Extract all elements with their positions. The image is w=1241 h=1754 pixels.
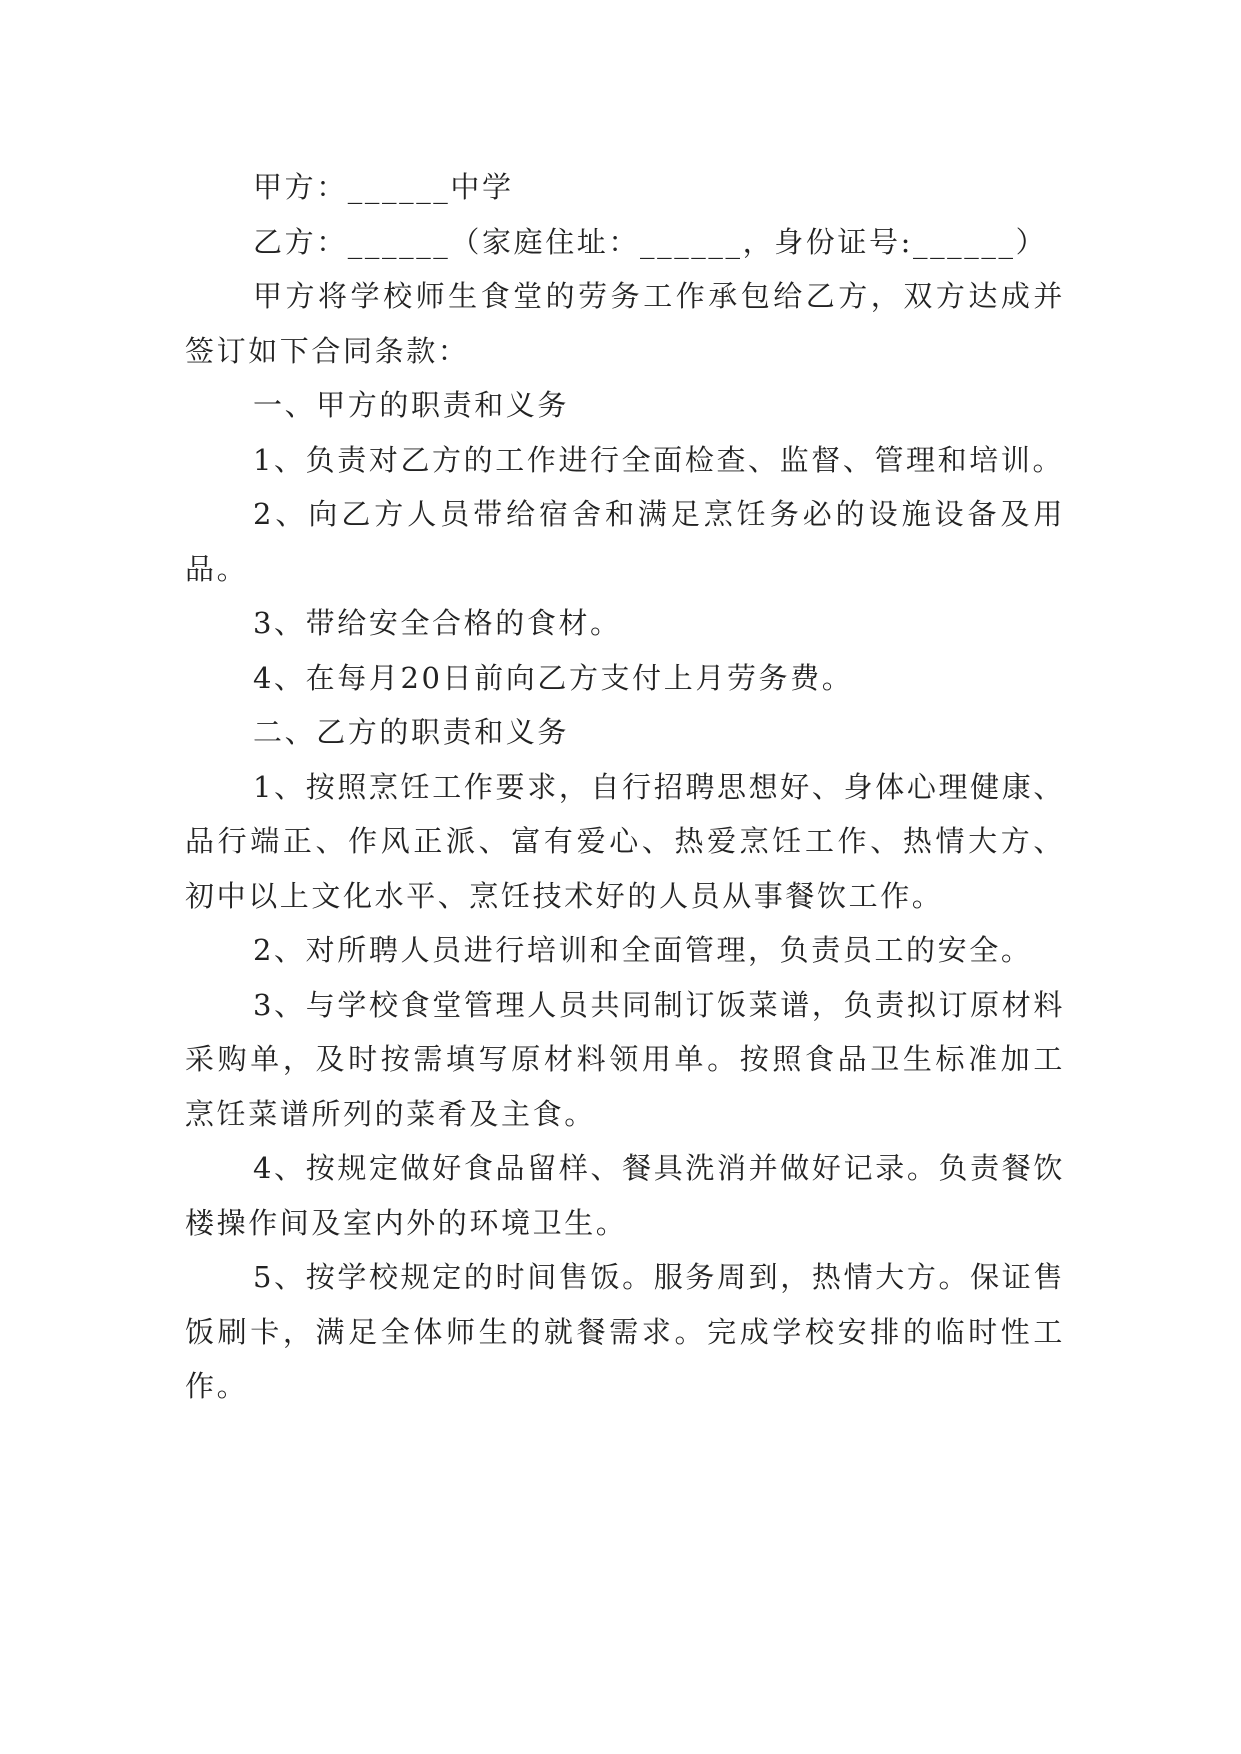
section-heading-party-b-duties: 二、乙方的职责和义务 [253,715,570,749]
party-b-clause-2: 2、对所聘人员进行培训和全面管理，负责员工的安全。 [253,933,1033,967]
section-heading-party-a-duties: 一、甲方的职责和义务 [253,388,570,422]
party-b-clause-4: 4、按规定做好食品留样、餐具洗消并做好记录。负责餐饮楼操作间及室内外的环境卫生。 [185,1151,1065,1240]
contract-body [185,160,1065,1414]
party-b-clause-5: 5、按学校规定的时间售饭。服务周到，热情大方。保证售饭刷卡，满足全体师生的就餐需求。完成学校安排的临时性工作。 [185,1260,1065,1403]
party-a-clause-4: 4、在每月20日前向乙方支付上月劳务费。 [253,660,854,695]
party-a-clause-2: 2、向乙方人员带给宿舍和满足烹饪务必的设施设备及用品。 [185,497,1065,586]
party-b-clause-1: 1、按照烹饪工作要求，自行招聘思想好、身体心理健康、品行端正、作风正派、富有爱心、热爱烹饪工作、热情大方、初中以上文化水平、烹饪技术好的人员从事餐饮工作。 [185,769,1065,913]
party-b-clause-3: 3、与学校食堂管理人员共同制订饭菜谱，负责拟订原材料采购单，及时按需填写原材料领用单。按照食品卫生标准加工烹饪菜谱所列的菜肴及主食。 [185,987,1065,1131]
contract-intro-paragraph: 甲方将学校师生食堂的劳务工作承包给乙方，双方达成并签订如下合同条款： [185,279,1065,368]
party-a-line: 甲方：______中学 [253,170,514,204]
party-a-clause-1: 1、负责对乙方的工作进行全面检查、监督、管理和培训。 [253,442,1065,477]
party-a-clause-3: 3、带给安全合格的食材。 [253,606,622,640]
party-b-line: 乙方：______（家庭住址：______，身份证号:______） [253,224,1048,259]
